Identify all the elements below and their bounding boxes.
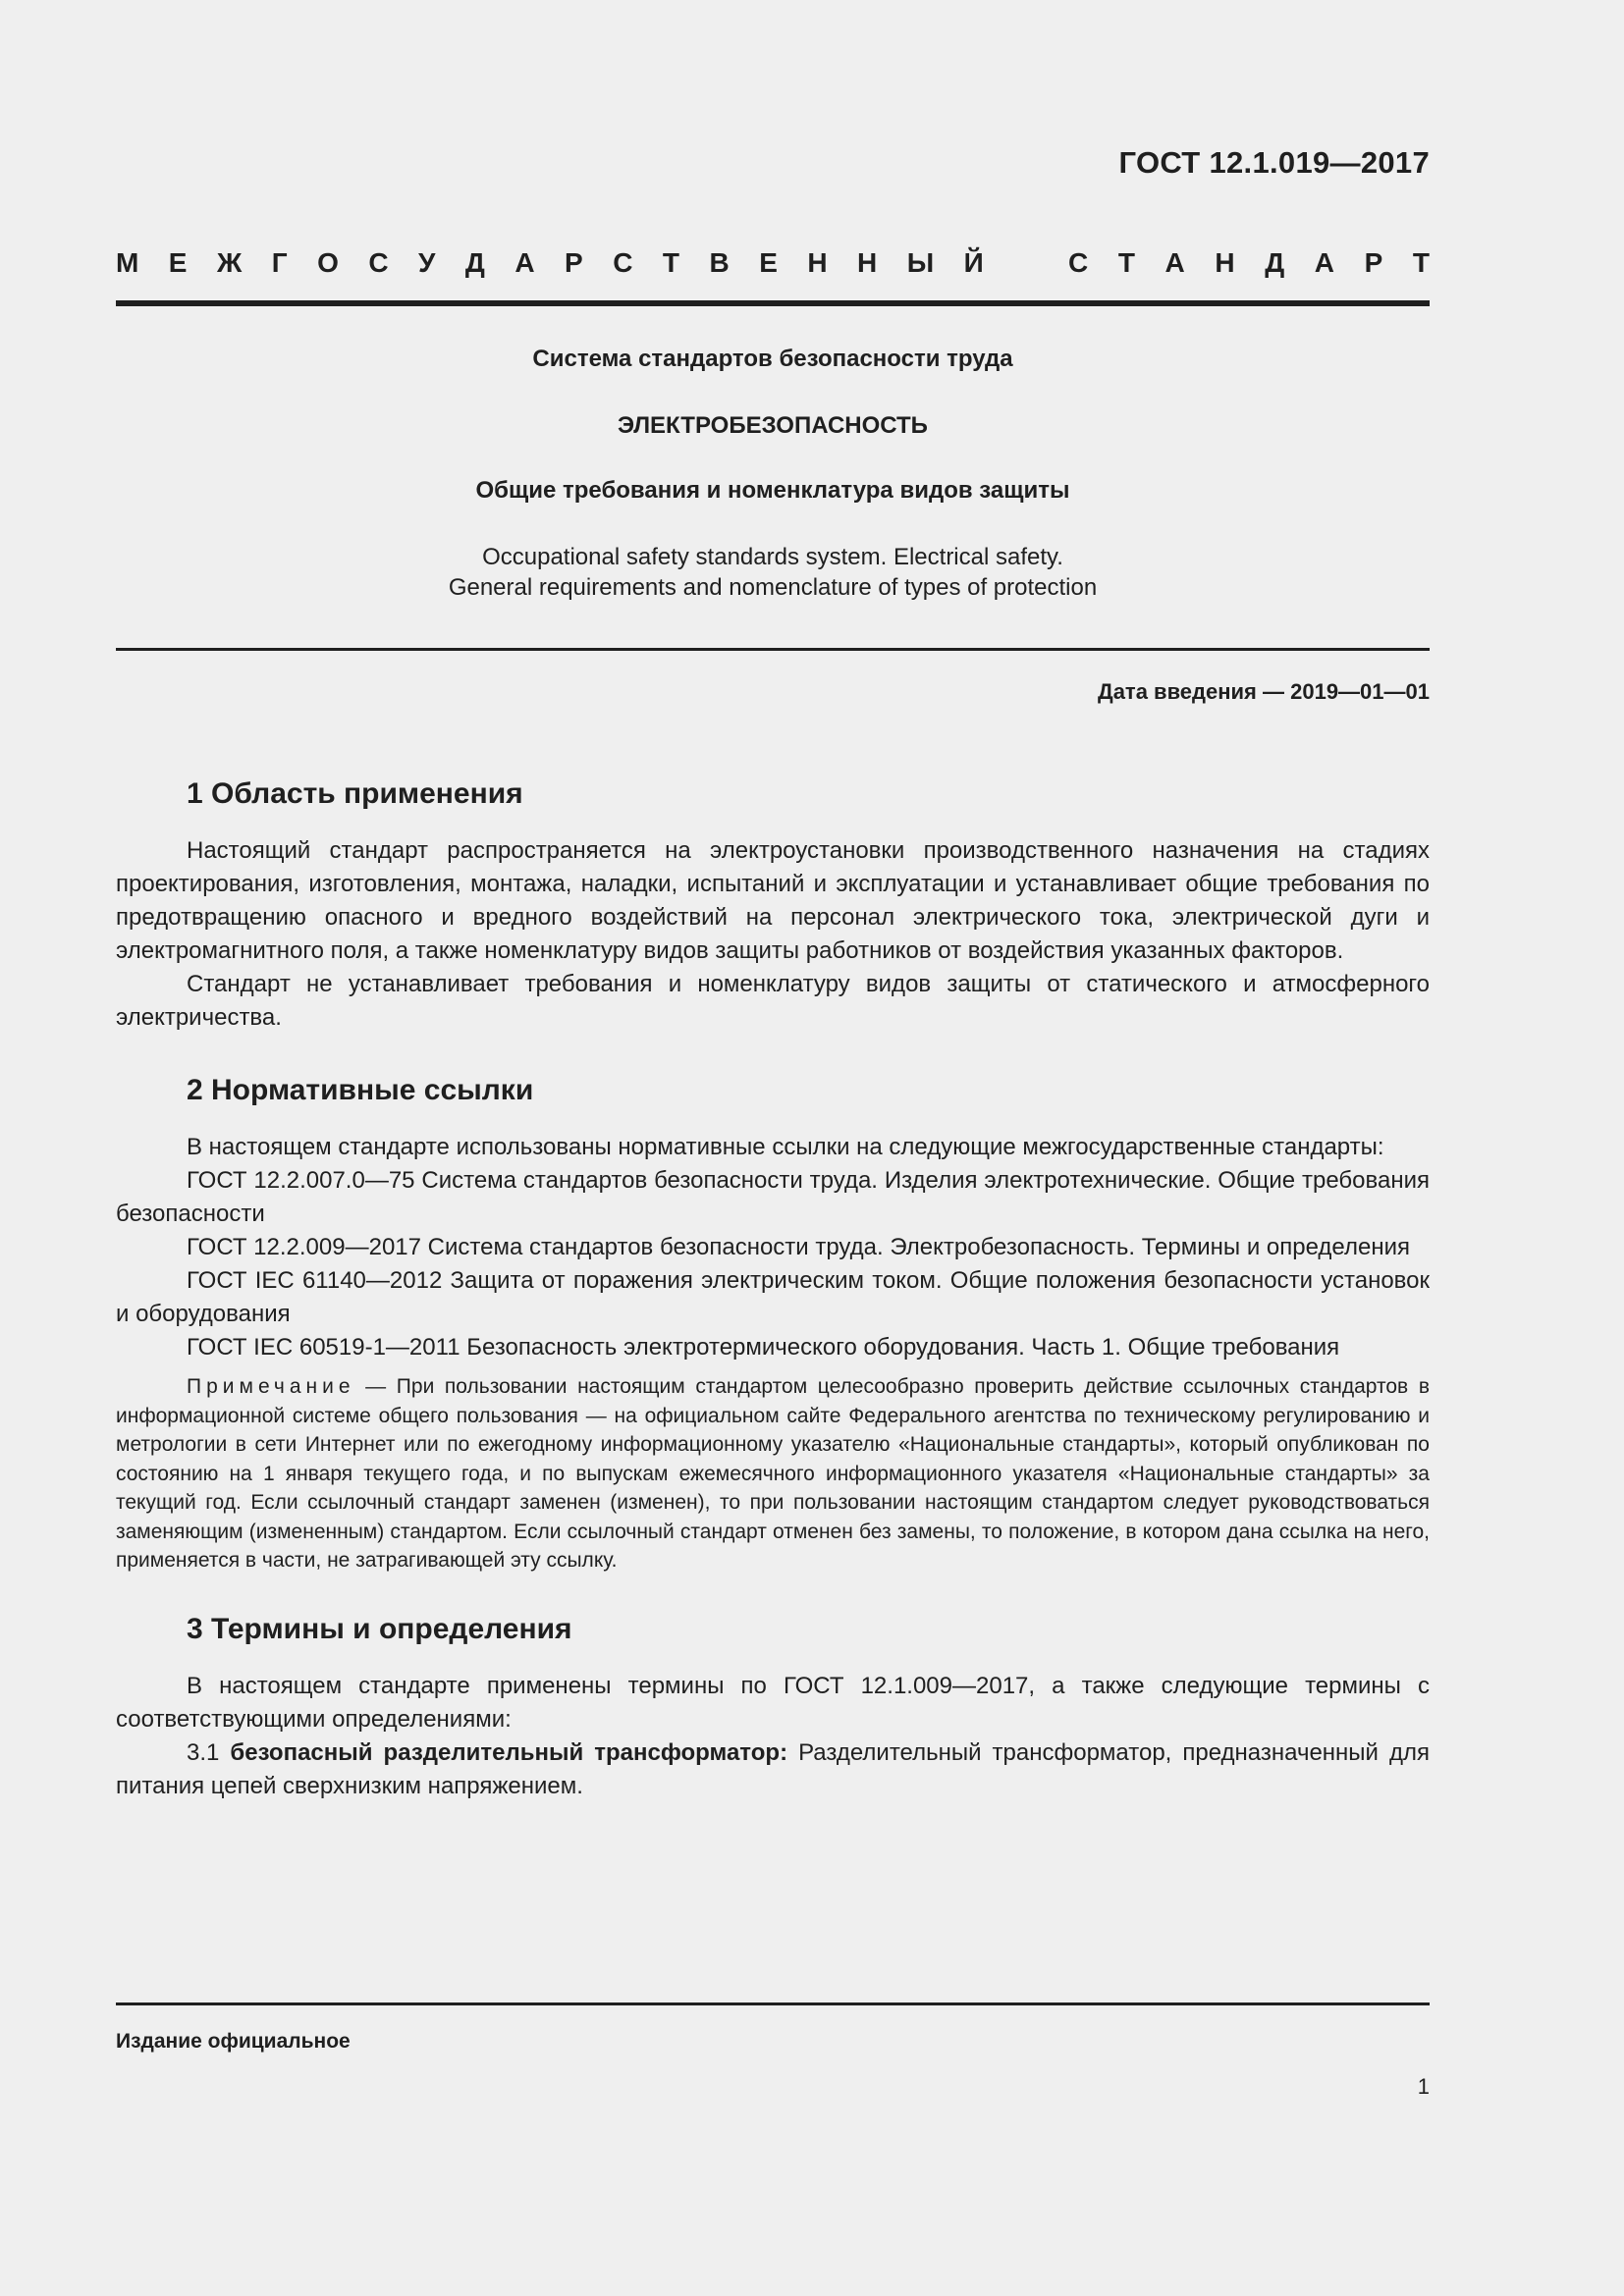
section-2-heading: 2 Нормативные ссылки — [187, 1074, 534, 1106]
section-2-paragraph-1: В настоящем стандарте использованы нормативные ссылки на следующие межгосударственные стандарты: — [187, 1134, 1384, 1160]
system-title: Система стандартов безопасности труда — [532, 346, 1013, 372]
banner-letter: Е — [168, 247, 188, 278]
interstate-word-2 — [1068, 247, 1430, 279]
normative-reference: ГОСТ IEC 60519-1—2011 Безопасность электротермического оборудования. Часть 1. Общие требования — [187, 1334, 1340, 1361]
banner-letter: Н — [1215, 247, 1235, 278]
english-title — [116, 542, 1430, 603]
banner-letter: А — [1314, 247, 1334, 278]
banner-letter: Р — [565, 247, 583, 278]
banner-letter: Е — [759, 247, 778, 278]
document-page — [116, 0, 1430, 2296]
note-label: Примечание — [187, 1375, 355, 1398]
banner-letter: Д — [1265, 247, 1285, 278]
banner-letter: С — [613, 247, 633, 278]
banner-letter: А — [1164, 247, 1185, 278]
banner-letter: У — [418, 247, 436, 278]
banner-letter: Т — [662, 247, 680, 278]
banner-letter: М — [116, 247, 139, 278]
normative-reference: ГОСТ 12.2.009—2017 Система стандартов безопасности труда. Электробезопасность. Термины и определения — [187, 1234, 1410, 1260]
interstate-standard-banner — [116, 247, 1430, 279]
banner-letter: В — [709, 247, 730, 278]
banner-letter: Н — [807, 247, 828, 278]
term-number: 3.1 — [187, 1738, 231, 1766]
section-1-paragraph-1: Настоящий стандарт распространяется на электроустановки производственного назначения на стадиях проектирования, изготовления, монтажа, наладки, испытаний и эксплуатации и устанавливает общие требования по предотвращению опасного и вредного воздействий на персонал электрического тока, электрической дуги и электромагнитного поля, а также номенклатуру видов защиты работников от воздействия указанных факторов. — [116, 837, 1430, 964]
note — [116, 1372, 1430, 1575]
normative-reference: ГОСТ 12.2.007.0—75 Система стандартов безопасности труда. Изделия электротехнические. Общие требования безопасности — [116, 1167, 1430, 1227]
note-text: — При пользовании настоящим стандартом целесообразно проверить действие ссылочных стандартов в информационной системе общего пользования — на официальном сайте Федерального агентства по техническому регулированию и метрологии в сети Интернет или по ежегодному информационному указателю «Национальные стандарты», который опубликован по состоянию на 1 января текущего года, и по выпускам ежемесячного информационного указателя «Национальные стандарты» за текущий год. Если ссылочный стандарт заменен (изменен), то при пользовании настоящим стандартом следует руководствоваться заменяющим (измененным) стандартом. Если ссылочный стандарт отменен без замены, то положение, в котором дана ссылка на него, применяется в части, не затрагивающей эту ссылку. — [116, 1375, 1430, 1572]
title-rule — [116, 648, 1430, 651]
subtitle: Общие требования и номенклатура видов защиты — [475, 477, 1070, 504]
banner-letter: Ы — [906, 247, 935, 278]
english-title-line-2: General requirements and nomenclature of types of protection — [448, 574, 1098, 601]
banner-letter: Н — [857, 247, 878, 278]
section-3-paragraph-1: В настоящем стандарте применены термины по ГОСТ 12.1.009—2017, а также следующие термины с соответствующими определениями: — [116, 1672, 1430, 1733]
footer-rule — [116, 2002, 1430, 2005]
term-definition-text: Разделительный трансформатор, предназначенный для питания цепей сверхнизким напряжением. — [116, 1738, 1430, 1799]
standard-designation: ГОСТ 12.1.019—2017 — [1118, 145, 1430, 180]
normative-reference: ГОСТ IEC 61140—2012 Защита от поражения электрическим током. Общие положения безопасности установок и оборудования — [116, 1267, 1430, 1327]
section-3-heading: 3 Термины и определения — [187, 1612, 572, 1645]
section-1-heading: 1 Область применения — [187, 777, 523, 810]
term-name: безопасный разделительный трансформатор: — [230, 1738, 788, 1766]
banner-letter: С — [1068, 247, 1089, 278]
banner-letter: Т — [1117, 247, 1135, 278]
interstate-word-1 — [116, 247, 984, 279]
header-rule — [116, 300, 1430, 306]
banner-letter: Ж — [216, 247, 243, 278]
banner-letter: О — [317, 247, 339, 278]
term-definition — [116, 1736, 1430, 1803]
banner-letter: С — [368, 247, 389, 278]
banner-letter: А — [514, 247, 535, 278]
page-number: 1 — [1417, 2074, 1430, 2099]
document-body — [116, 775, 1430, 1803]
section-1-paragraph-2: Стандарт не устанавливает требования и номенклатуру видов защиты от статического и атмосферного электричества. — [116, 971, 1430, 1031]
english-title-line-1: Occupational safety standards system. Electrical safety. — [482, 544, 1063, 570]
banner-letter: Р — [1364, 247, 1383, 278]
banner-letter: Г — [271, 247, 288, 278]
banner-letter: Т — [1412, 247, 1430, 278]
introduction-date: Дата введения — 2019—01—01 — [1098, 679, 1430, 704]
banner-letter: Д — [464, 247, 485, 278]
banner-letter: Й — [963, 247, 984, 278]
official-edition-label: Издание официальное — [116, 2030, 351, 2053]
main-title: ЭЛЕКТРОБЕЗОПАСНОСТЬ — [618, 412, 928, 439]
